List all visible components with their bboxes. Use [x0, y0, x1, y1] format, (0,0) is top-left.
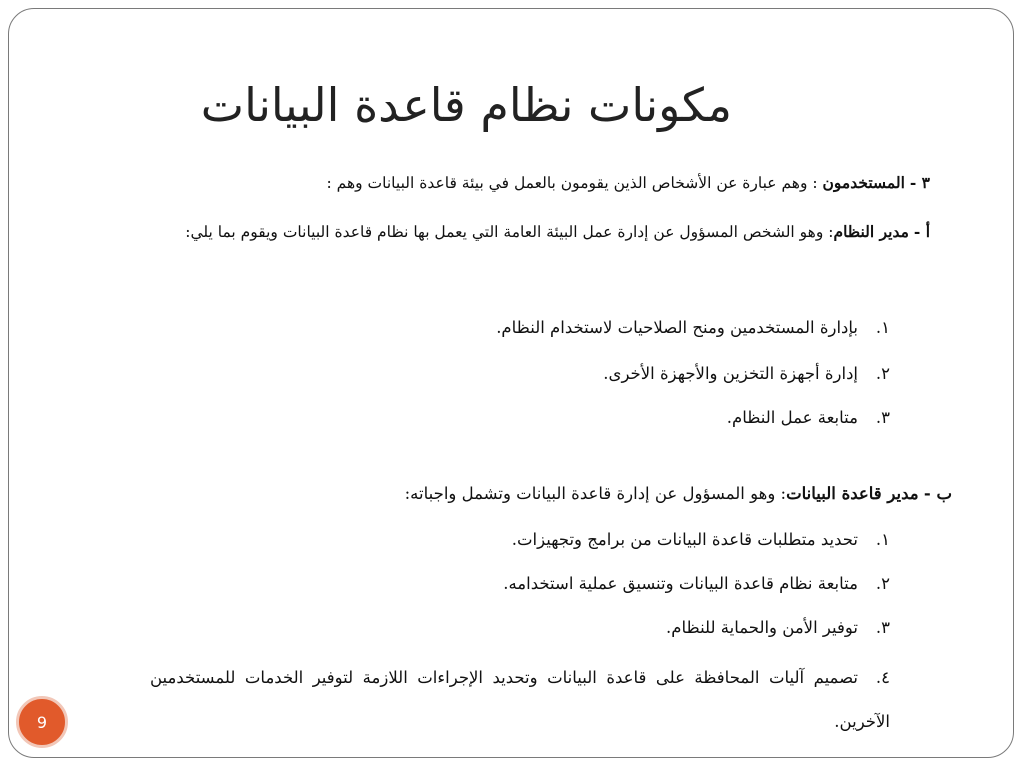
sub-b-item-2-num: ٢.: [875, 574, 890, 593]
sub-a-item-1: [496, 316, 890, 339]
sub-a-marker: أ -: [913, 222, 930, 241]
sub-b-marker: ب -: [923, 484, 952, 503]
sub-b-item-1: [512, 528, 890, 551]
sub-b-item-4-num: ٤.: [875, 668, 890, 687]
page-number-badge: 9: [16, 696, 68, 748]
sub-a-item-2-text: إدارة أجهزة التخزين والأجهزة الأخرى.: [603, 364, 858, 383]
sub-b-line: [405, 482, 952, 505]
sub-b-item-4: [150, 656, 890, 744]
sub-a-term: مدير النظام: [833, 222, 909, 241]
section-3-marker: ٣ -: [909, 173, 930, 192]
sub-b-item-1-num: ١.: [875, 530, 890, 549]
section-3-line: [327, 172, 931, 195]
sub-a-item-2: [603, 362, 890, 385]
section-3-term: المستخدمون: [822, 173, 905, 192]
sub-a-paragraph: [150, 210, 930, 254]
sub-a-item-3-num: ٣.: [875, 408, 890, 427]
sub-b-item-3: [666, 616, 890, 639]
sub-a-item-1-text: بإدارة المستخدمين ومنح الصلاحيات لاستخدام النظام.: [496, 318, 858, 337]
sub-b-term: مدير قاعدة البيانات: [786, 484, 919, 503]
sub-b-item-2-text: متابعة نظام قاعدة البيانات وتنسيق عملية استخدامه.: [503, 574, 858, 593]
section-3-text: : وهم عبارة عن الأشخاص الذين يقومون بالعمل في بيئة قاعدة البيانات وهم :: [326, 174, 818, 192]
sub-b-item-3-num: ٣.: [875, 618, 890, 637]
sub-a-text: : وهو الشخص المسؤول عن إدارة عمل البيئة العامة التي يعمل بها نظام قاعدة البيانات ويقوم بما يلي:: [185, 223, 834, 241]
sub-a-item-1-num: ١.: [875, 318, 890, 337]
sub-b-text: : وهو المسؤول عن إدارة قاعدة البيانات وتشمل واجباته:: [404, 484, 787, 503]
sub-b-item-2: [503, 572, 890, 595]
slide-title: مكونات نظام قاعدة البيانات: [200, 78, 732, 132]
sub-b-item-3-text: توفير الأمن والحماية للنظام.: [666, 618, 858, 637]
sub-a-item-3: [727, 406, 890, 429]
sub-b-item-4-text: تصميم آليات المحافظة على قاعدة البيانات وتحديد الإجراءات اللازمة لتوفير الخدمات للمستخدمين الآخرين.: [150, 668, 890, 731]
sub-a-item-3-text: متابعة عمل النظام.: [726, 408, 858, 427]
sub-b-item-1-text: تحديد متطلبات قاعدة البيانات من برامج وتجهيزات.: [511, 530, 858, 549]
sub-a-item-2-num: ٢.: [875, 364, 890, 383]
